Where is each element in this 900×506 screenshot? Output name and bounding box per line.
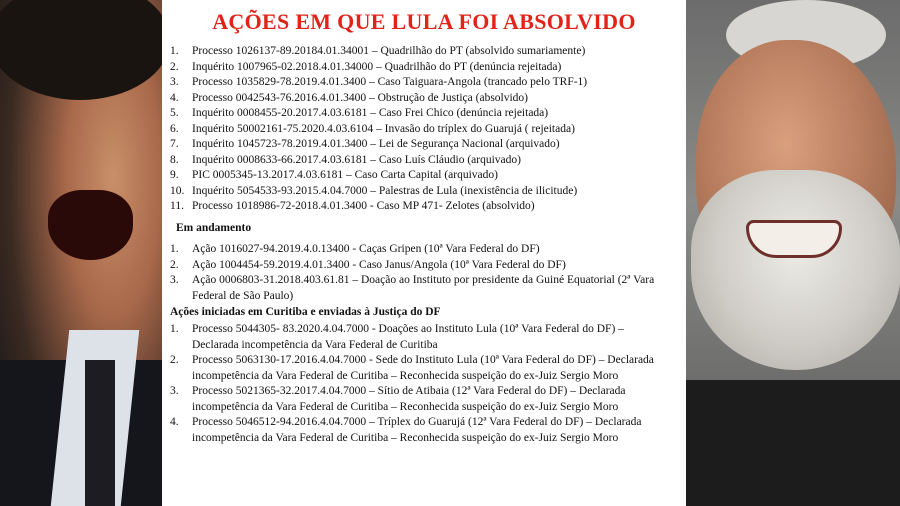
photo-bolsonaro <box>0 0 162 506</box>
list-item: 4. Processo 0042543-76.2016.4.01.3400 – Obstrução de Justiça (absolvido) <box>170 91 529 104</box>
list-item: 10. Inquérito 5054533-93.2015.4.04.7000 – Palestras de Lula (inexistência de ilicitude) <box>170 184 578 197</box>
list-item: 1. Processo 1026137-89.20184.01.34001 – Quadrilhão do PT (absolvido sumariamente) <box>170 45 586 57</box>
list-item: 3. Processo 1035829-78.2019.4.01.3400 – Caso Taiguara-Angola (trancado pelo TRF-1) <box>170 76 588 88</box>
document-panel <box>162 0 686 506</box>
open-mouth-shape <box>48 190 133 260</box>
list-item: 11. Processo 1018986-72-2018.4.01.3400 - Caso MP 471- Zelotes (absolvido) <box>170 200 535 212</box>
list-item: 2. Ação 1004454-59.2019.4.01.3400 - Caso Janus/Angola (10ª Vara Federal do DF) <box>170 258 566 271</box>
tie-shape <box>85 360 115 506</box>
list-item: 8. Inquérito 0008633-66.2017.4.03.6181 – Caso Luís Cláudio (arquivado) <box>170 153 521 166</box>
curitiba-list <box>170 322 670 446</box>
document-title: AÇÕES EM QUE LULA FOI ABSOLVIDO <box>212 9 636 34</box>
list-item: 2. Processo 5063130-17.2016.4.04.7000 - Sede do Instituto Lula (10ª Vara Federal do DF) – Declarada incompetência da Vara Federal de Curitiba – Reconhecida suspeição do ex-Juiz Sergio Moro <box>170 354 654 382</box>
absolved-list <box>170 44 587 215</box>
smile-shape <box>746 220 842 258</box>
list-item: 3. Ação 0006803-31.2018.403.61.81 – Doação ao Instituto por presidente da Guiné Equatorial (2ª Vara Federal de São Paulo) <box>170 274 655 302</box>
list-item: 3. Processo 5021365-32.2017.4.04.7000 – Sítio de Atibaia (12ª Vara Federal do DF) – Declarada incompetência da Vara Federal de Curitiba – Reconhecida suspeição do ex-Juiz Sergio Moro <box>170 385 626 413</box>
shirt-shape <box>686 380 900 506</box>
list-item: 6. Inquérito 50002161-75.2020.4.03.6104 – Invasão do tríplex do Guarujá ( rejeitada) <box>170 122 575 135</box>
beard-shape <box>691 170 900 370</box>
list-item: 2. Inquérito 1007965-02.2018.4.01.34000 – Quadrilhão do PT (denúncia rejeitada) <box>170 60 562 73</box>
list-item: 7. Inquérito 1045723-78.2019.4.01.3400 – Lei de Segurança Nacional (arquivado) <box>170 138 560 150</box>
list-item: 1. Ação 1016027-94.2019.4.0.13400 - Caças Gripen (10ª Vara Federal do DF) <box>170 243 540 255</box>
in-progress-heading: Em andamento <box>176 222 252 234</box>
list-item: 1. Processo 5044305- 83.2020.4.04.7000 - Doações ao Instituto Lula (10ª Vara Federal do DF) – Declarada incompetência da Vara Federal de Curitiba <box>170 323 624 351</box>
curitiba-heading: Ações iniciadas em Curitiba e enviadas à Justiça do DF <box>170 306 441 318</box>
list-item: 4. Processo 5046512-94.2016.4.04.7000 – Tríplex do Guarujá (12ª Vara Federal do DF) – Declarada incompetência da Vara Federal de Curitiba – Reconhecida suspeição do ex-Juiz Sergio Moro <box>170 416 642 444</box>
list-item: 5. Inquérito 0008455-20.2017.4.03.6181 – Caso Frei Chico (denúncia rejeitada) <box>170 107 549 119</box>
in-progress-list <box>170 242 662 304</box>
list-item: 9. PIC 0005345-13.2017.4.03.6181 – Caso Carta Capital (arquivado) <box>170 169 498 181</box>
hair-shape <box>0 0 162 100</box>
photo-lula <box>686 0 900 506</box>
